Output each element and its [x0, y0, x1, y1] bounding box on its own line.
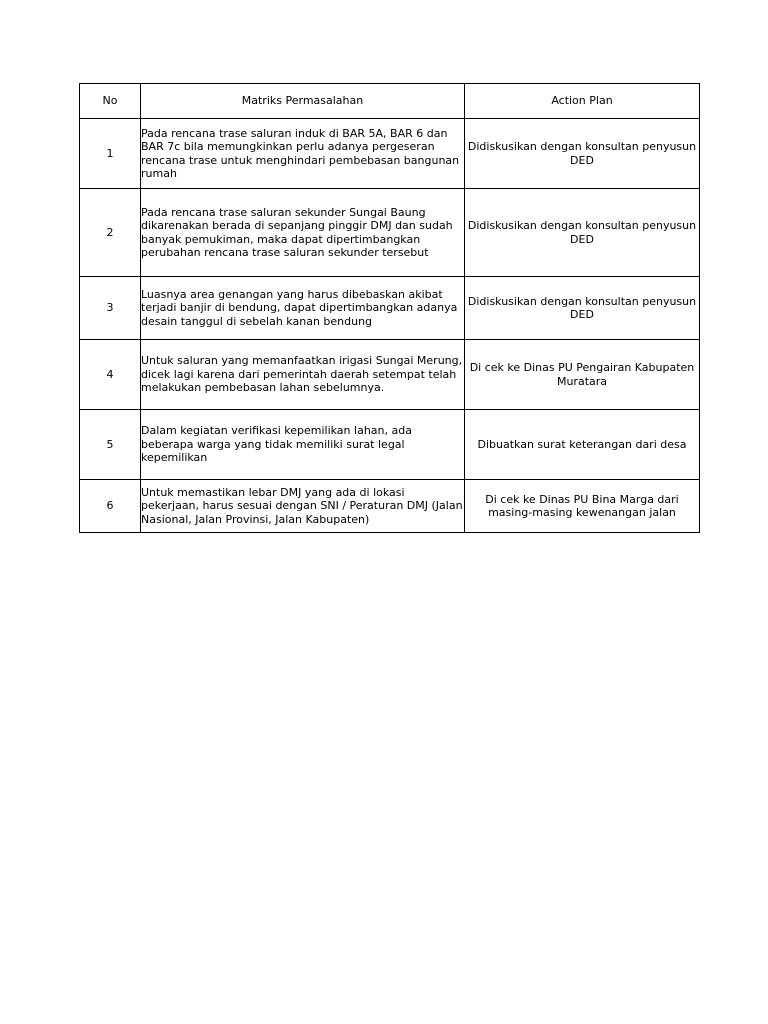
- header-matrix: Matriks Permasalahan: [141, 84, 465, 119]
- table-row: [80, 189, 700, 277]
- problem-cell: Pada rencana trase saluran induk di BAR 5A, BAR 6 dan BAR 7c bila memungkinkan perlu adanya pergeseran rencana trase untuk menghindari pembebasan bangunan rumah: [141, 119, 465, 189]
- action-cell: Didiskusikan dengan konsultan penyusun DED: [465, 119, 700, 189]
- header-row: [80, 84, 700, 119]
- spreadsheet-area: [79, 83, 697, 536]
- problem-cell: Luasnya area genangan yang harus dibebaskan akibat terjadi banjir di bendung, dapat dipertimbangkan adanya desain tanggul di sebelah kanan bendung: [141, 277, 465, 340]
- problem-cell: Untuk memastikan lebar DMJ yang ada di lokasi pekerjaan, harus sesuai dengan SNI / Peraturan DMJ (Jalan Nasional, Jalan Provinsi, Jalan Kabupaten): [141, 480, 465, 533]
- row-number: 2: [80, 189, 141, 277]
- problem-cell: Dalam kegiatan verifikasi kepemilikan lahan, ada beberapa warga yang tidak memiliki surat legal kepemilikan: [141, 410, 465, 480]
- problem-cell: Pada rencana trase saluran sekunder Sungai Baung dikarenakan berada di sepanjang pinggir DMJ dan sudah banyak pemukiman, maka dapat dipertimbangkan perubahan rencana trase saluran sekunder tersebut: [141, 189, 465, 277]
- row-number: 5: [80, 410, 141, 480]
- problem-matrix-table: [79, 83, 700, 533]
- row-number: 6: [80, 480, 141, 533]
- header-action-plan: Action Plan: [465, 84, 700, 119]
- action-cell: Di cek ke Dinas PU Pengairan Kabupaten Muratara: [465, 340, 700, 410]
- row-number: 3: [80, 277, 141, 340]
- row-number: 4: [80, 340, 141, 410]
- table-row: [80, 340, 700, 410]
- action-cell: Di cek ke Dinas PU Bina Marga dari masing-masing kewenangan jalan: [465, 480, 700, 533]
- table-row: [80, 410, 700, 480]
- header-no: No: [80, 84, 141, 119]
- table-row: [80, 480, 700, 533]
- row-number: 1: [80, 119, 141, 189]
- problem-cell: Untuk saluran yang memanfaatkan irigasi Sungai Merung, dicek lagi karena dari pemerintah daerah setempat telah melakukan pembebasan lahan sebelumnya.: [141, 340, 465, 410]
- table-row: [80, 277, 700, 340]
- action-cell: Didiskusikan dengan konsultan penyusun DED: [465, 189, 700, 277]
- action-cell: Didiskusikan dengan konsultan penyusun DED: [465, 277, 700, 340]
- action-cell: Dibuatkan surat keterangan dari desa: [465, 410, 700, 480]
- table-row: [80, 119, 700, 189]
